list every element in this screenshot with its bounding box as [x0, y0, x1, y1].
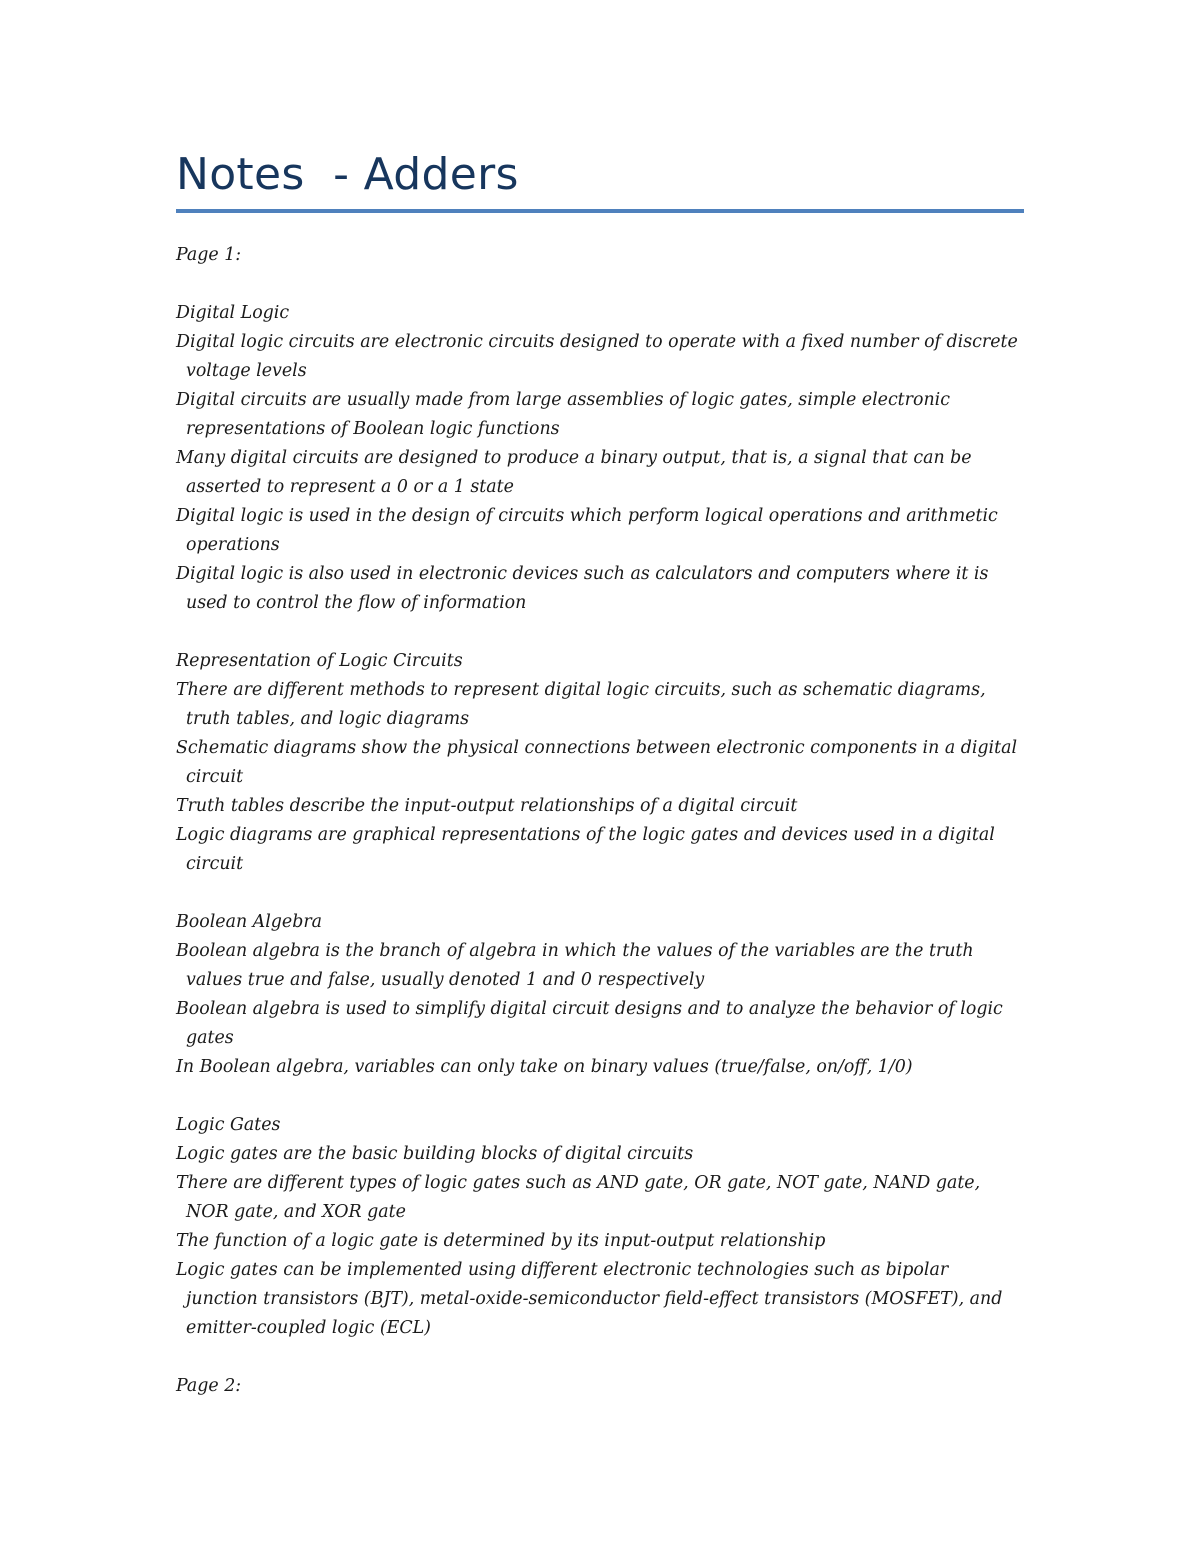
bullet-item: Boolean algebra is the branch of algebra in which the values of the variables are the truth values true and false, usually denoted 1 and 0 respectively	[176, 941, 974, 990]
bullet-item: Truth tables describe the input-output relationships of a digital circuit	[176, 796, 798, 816]
bullet-item: Schematic diagrams show the physical connections between electronic components in a digital circuit	[176, 738, 1018, 787]
document-title: Notes - Adders	[176, 149, 519, 200]
section-heading: Digital Logic	[176, 303, 290, 323]
bullet-item: Many digital circuits are designed to produce a binary output, that is, a signal that can be asserted to represent a 0 or a 1 state	[176, 448, 972, 497]
section-digital-logic	[176, 299, 1024, 618]
page-2-label: Page 2:	[176, 1376, 242, 1396]
bullet-item: There are different types of logic gates such as AND gate, OR gate, NOT gate, NAND gate, NOR gate, and XOR gate	[176, 1173, 981, 1222]
document-body	[176, 241, 1024, 1401]
section-representation-of-logic-circuits	[176, 647, 1024, 879]
bullet-item: Logic gates can be implemented using different electronic technologies such as bipolar junction transistors (BJT), metal-oxide-semiconductor field-effect transistors (MOSFET), and emitter-coupled logic (ECL)	[176, 1260, 1003, 1338]
page-1-label: Page 1:	[176, 245, 242, 265]
section-logic-gates	[176, 1111, 1024, 1343]
section-boolean-algebra	[176, 908, 1024, 1082]
bullet-item: In Boolean algebra, variables can only take on binary values (true/false, on/off, 1/0)	[176, 1057, 913, 1077]
bullet-item: Digital logic is used in the design of circuits which perform logical operations and arithmetic operations	[176, 506, 998, 555]
section-heading: Boolean Algebra	[176, 912, 323, 932]
section-heading: Logic Gates	[176, 1115, 281, 1135]
title-underline	[176, 209, 1024, 213]
bullet-item: The function of a logic gate is determined by its input-output relationship	[176, 1231, 826, 1251]
bullet-item: Logic diagrams are graphical representations of the logic gates and devices used in a digital circuit	[176, 825, 995, 874]
bullet-item: Digital circuits are usually made from large assemblies of logic gates, simple electronic representations of Boolean logic functions	[176, 390, 950, 439]
bullet-item: There are different methods to represent digital logic circuits, such as schematic diagrams, truth tables, and logic diagrams	[176, 680, 986, 729]
bullet-item: Digital logic circuits are electronic circuits designed to operate with a fixed number of discrete voltage levels	[176, 332, 1018, 381]
bullet-item: Logic gates are the basic building blocks of digital circuits	[176, 1144, 694, 1164]
bullet-item: Boolean algebra is used to simplify digital circuit designs and to analyze the behavior of logic gates	[176, 999, 1003, 1048]
bullet-item: Digital logic is also used in electronic devices such as calculators and computers where it is used to control the flow of information	[176, 564, 989, 613]
section-heading: Representation of Logic Circuits	[176, 651, 463, 671]
